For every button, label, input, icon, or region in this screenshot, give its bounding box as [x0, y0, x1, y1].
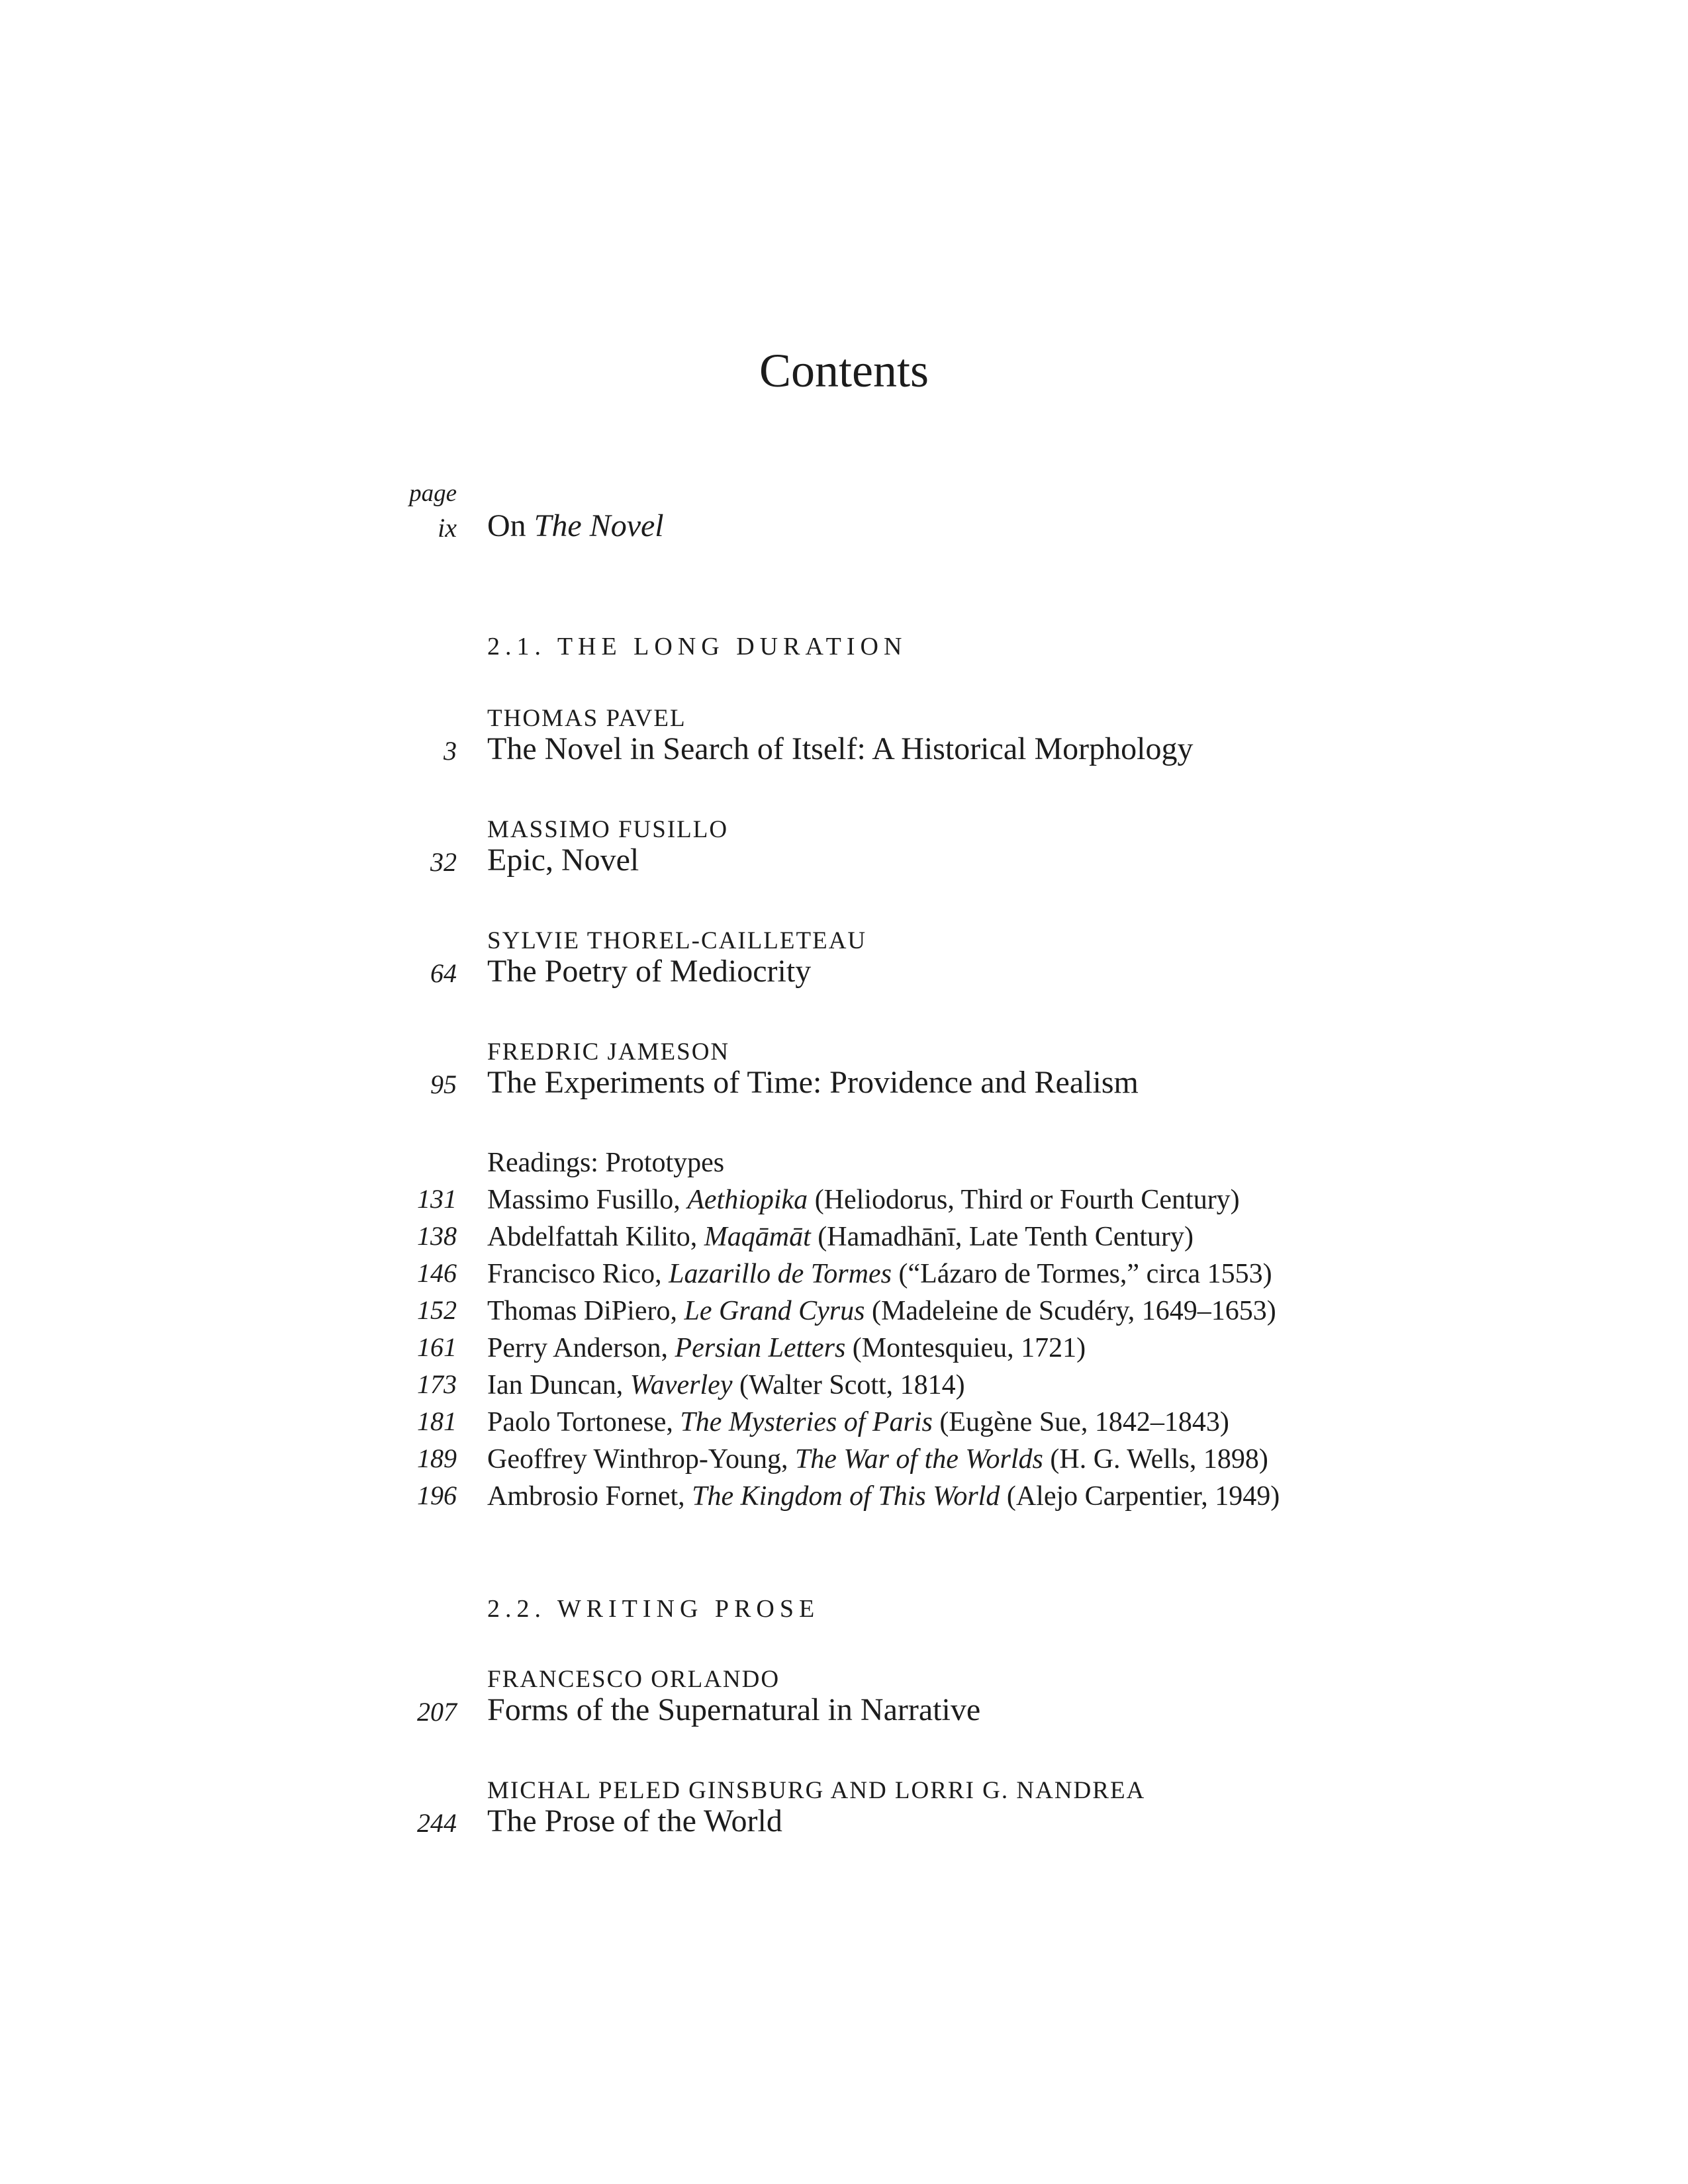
page-number: 207	[417, 1697, 457, 1727]
section-heading: 2.2. WRITING PROSE	[487, 1595, 820, 1623]
page-number: 196	[417, 1480, 457, 1510]
essay-author: FREDRIC JAMESON	[487, 1038, 730, 1066]
page-number: 244	[417, 1808, 457, 1838]
toc-entry[interactable]	[0, 844, 1688, 884]
essay-author: SYLVIE THOREL-CAILLETEAU	[487, 927, 867, 954]
page-number: 32	[430, 847, 457, 877]
section-heading: 2.1. THE LONG DURATION	[487, 633, 908, 660]
reading-entry[interactable]	[0, 1366, 1688, 1406]
essay-author-row	[0, 1770, 1688, 1809]
page-title: Contents	[759, 344, 929, 397]
essay-author-row	[0, 809, 1688, 848]
page-number: 146	[417, 1258, 457, 1288]
reading-title: Perry Anderson, Persian Letters (Montesquieu, 1721)	[487, 1333, 1086, 1363]
essay-author: FRANCESCO ORLANDO	[487, 1666, 780, 1693]
reading-title: Paolo Tortonese, The Mysteries of Paris (Eugène Sue, 1842–1843)	[487, 1407, 1229, 1437]
reading-entry[interactable]	[0, 1477, 1688, 1517]
toc-entry[interactable]	[0, 733, 1688, 772]
toc-entry[interactable]	[0, 1805, 1688, 1844]
essay-author: MASSIMO FUSILLO	[487, 816, 729, 843]
toc-entry[interactable]	[0, 1694, 1688, 1733]
reading-entry[interactable]	[0, 1329, 1688, 1369]
page-number: 181	[417, 1406, 457, 1436]
page-number: 189	[417, 1443, 457, 1473]
reading-entry[interactable]	[0, 1403, 1688, 1443]
entry-title: On The Novel	[487, 508, 664, 543]
page-number: 64	[430, 958, 457, 988]
page-column-label-row	[0, 475, 1688, 515]
readings-heading: Readings: Prototypes	[487, 1148, 725, 1178]
essay-author: MICHAL PELED GINSBURG AND LORRI G. NANDREA	[487, 1777, 1146, 1804]
section-heading-row	[0, 1588, 1688, 1628]
essay-title: The Experiments of Time: Providence and Realism	[487, 1065, 1139, 1100]
page-number: ix	[438, 513, 457, 543]
reading-entry[interactable]	[0, 1292, 1688, 1332]
reading-title: Ian Duncan, Waverley (Walter Scott, 1814)	[487, 1370, 965, 1400]
essay-title: The Novel in Search of Itself: A Historical Morphology	[487, 731, 1194, 766]
toc-entry[interactable]	[0, 1066, 1688, 1106]
essay-title: The Prose of the World	[487, 1803, 782, 1839]
essay-title: Epic, Novel	[487, 842, 639, 878]
page-number: 95	[430, 1069, 457, 1099]
reading-entry[interactable]	[0, 1255, 1688, 1295]
section-heading-row	[0, 626, 1688, 666]
page-number: 138	[417, 1221, 457, 1251]
reading-title: Ambrosio Fornet, The Kingdom of This World (Alejo Carpentier, 1949)	[487, 1481, 1280, 1512]
reading-title: Massimo Fusillo, Aethiopika (Heliodorus, Third or Fourth Century)	[487, 1185, 1240, 1215]
toc-entry[interactable]	[0, 955, 1688, 995]
page-number: 173	[417, 1369, 457, 1399]
essay-title: The Poetry of Mediocrity	[487, 954, 812, 989]
essay-author-row	[0, 920, 1688, 960]
essay-author: THOMAS PAVEL	[487, 705, 686, 732]
page-column-label: page	[409, 480, 457, 507]
reading-title: Francisco Rico, Lazarillo de Tormes (“Lázaro de Tormes,” circa 1553)	[487, 1259, 1272, 1289]
page-number: 161	[417, 1332, 457, 1362]
reading-entry[interactable]	[0, 1440, 1688, 1480]
page-number: 3	[444, 736, 457, 766]
toc-entry-intro[interactable]	[0, 510, 1688, 549]
reading-title: Geoffrey Winthrop-Young, The War of the Worlds (H. G. Wells, 1898)	[487, 1444, 1268, 1475]
reading-entry[interactable]	[0, 1181, 1688, 1220]
readings-heading-row	[0, 1144, 1688, 1183]
reading-title: Abdelfattah Kilito, Maqāmāt (Hamadhānī, Late Tenth Century)	[487, 1222, 1194, 1252]
essay-title: Forms of the Supernatural in Narrative	[487, 1692, 981, 1727]
reading-entry[interactable]	[0, 1218, 1688, 1257]
page-number: 131	[417, 1184, 457, 1214]
reading-title: Thomas DiPiero, Le Grand Cyrus (Madeleine de Scudéry, 1649–1653)	[487, 1296, 1276, 1326]
page-number: 152	[417, 1295, 457, 1325]
